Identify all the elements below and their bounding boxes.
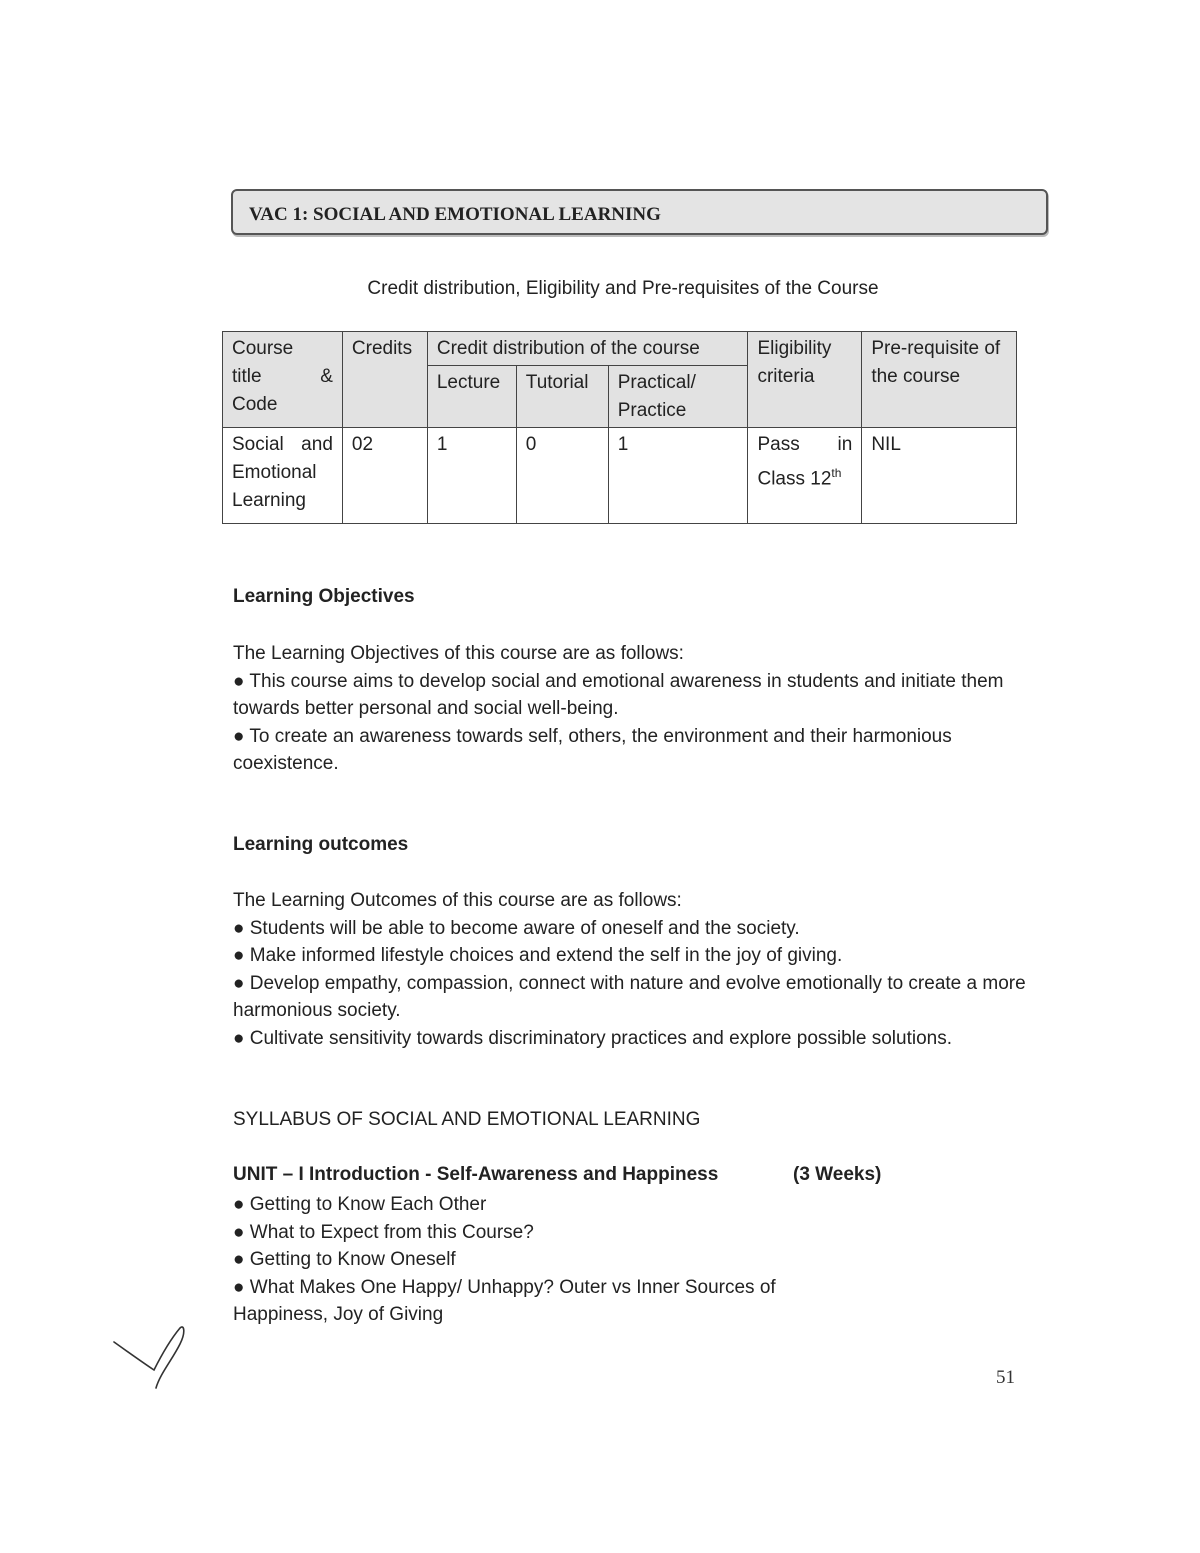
list-item: ● This course aims to develop social and emotional awareness in students and initiate them towards better personal and social well-being. (233, 670, 1004, 719)
unit-1-topics (233, 1191, 933, 1329)
cell-practical: 1 (608, 428, 748, 524)
cell-credits: 02 (342, 428, 427, 524)
unit-1-title: UNIT – I Introduction - Self-Awareness and Happiness (233, 1164, 719, 1185)
header-practical: Practical/ Practice (608, 366, 748, 428)
outcomes-section (233, 887, 1043, 1052)
credit-distribution-table (222, 331, 1017, 524)
course-title-box (231, 189, 1048, 235)
cell-eligibility: Pass in Class 12th (748, 428, 862, 524)
objectives-heading: Learning Objectives (233, 586, 415, 607)
list-item: ● Students will be able to become aware of oneself and the society. (233, 917, 800, 939)
header-eligibility: Eligibility criteria (748, 332, 862, 428)
list-item: ● Make informed lifestyle choices and extend the self in the joy of giving. (233, 945, 843, 966)
header-tutorial: Tutorial (516, 366, 608, 428)
objectives-intro: The Learning Objectives of this course are as follows: (233, 643, 684, 664)
list-item: ● What Makes One Happy/ Unhappy? Outer vs Inner Sources of Happiness, Joy of Giving (233, 1276, 776, 1325)
list-item: ● Cultivate sensitivity towards discriminatory practices and explore possible solutions. (233, 1027, 953, 1049)
handwritten-signature (108, 1318, 198, 1398)
outcomes-heading: Learning outcomes (233, 834, 409, 855)
header-credit-distribution: Credit distribution of the course (427, 332, 748, 366)
header-lecture: Lecture (427, 366, 516, 428)
cell-course-title: Social and Emotional Learning (223, 428, 343, 524)
list-item: ● Getting to Know Each Other (233, 1194, 487, 1215)
cell-tutorial: 0 (516, 428, 608, 524)
cell-prerequisite: NIL (862, 428, 1017, 524)
unit-1-heading (233, 1164, 933, 1186)
cell-lecture: 1 (427, 428, 516, 524)
course-title: VAC 1: SOCIAL AND EMOTIONAL LEARNING (249, 204, 661, 225)
table-header-row (223, 332, 1017, 366)
header-prerequisite: Pre-requisite of the course (862, 332, 1017, 428)
header-credits: Credits (342, 332, 427, 428)
table-row (223, 428, 1017, 524)
list-item: ● To create an awareness towards self, others, the environment and their harmonious coexistence. (233, 725, 952, 774)
syllabus-heading: SYLLABUS OF SOCIAL AND EMOTIONAL LEARNING (233, 1109, 701, 1130)
unit-1-duration: (3 Weeks) (793, 1164, 882, 1185)
outcomes-intro: The Learning Outcomes of this course are as follows: (233, 890, 682, 911)
list-item: ● Develop empathy, compassion, connect with nature and evolve emotionally to create a more harmonious society. (233, 972, 1026, 1021)
objectives-section (233, 640, 1043, 778)
page-number: 51 (996, 1367, 1015, 1388)
list-item: ● What to Expect from this Course? (233, 1221, 534, 1243)
table-caption: Credit distribution, Eligibility and Pre-requisites of the Course (367, 278, 879, 299)
header-course-title: Course title & Code (223, 332, 343, 428)
list-item: ● Getting to Know Oneself (233, 1249, 456, 1270)
